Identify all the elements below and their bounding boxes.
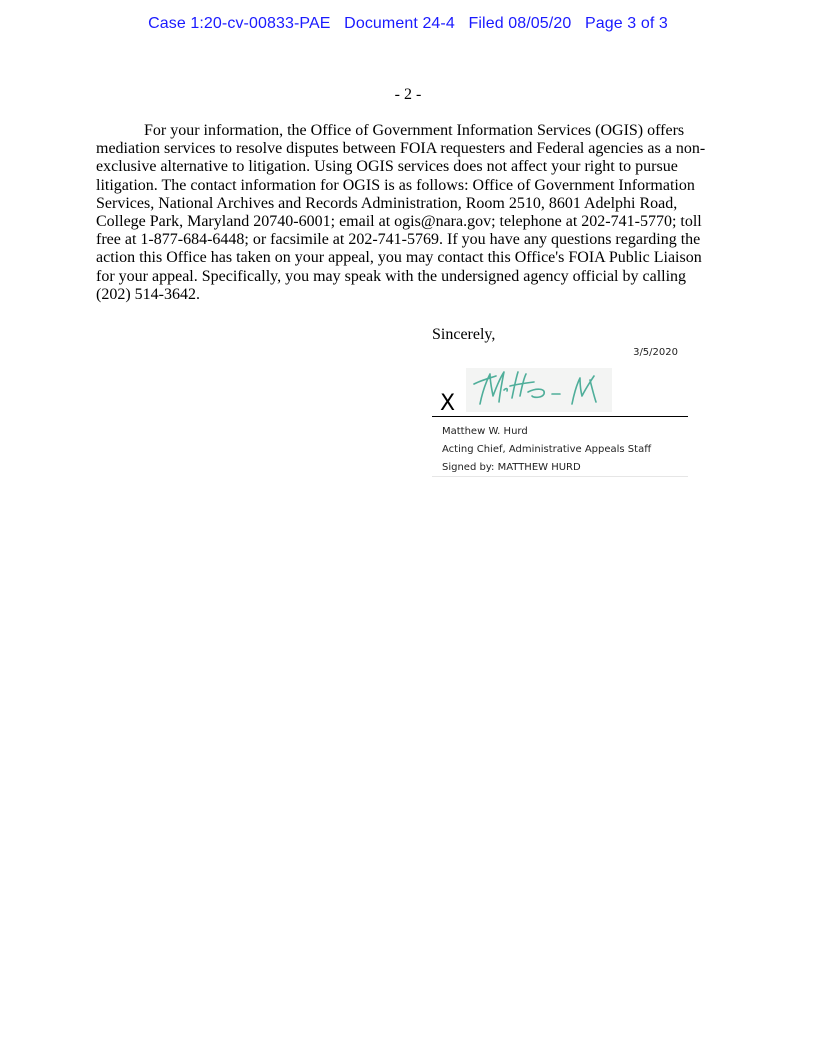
signed-by: Signed by: MATTHEW HURD: [442, 462, 581, 473]
digital-signature-block: [432, 346, 688, 477]
handwritten-signature: [466, 368, 612, 412]
signature-x-mark: X: [440, 391, 456, 416]
signer-details: [442, 423, 651, 477]
body-line: Services, National Archives and Records Administration, Room 2510, 8601 Adelphi Road,: [96, 194, 678, 212]
body-line: exclusive alternative to litigation. Using OGIS services does not affect your right to pursue: [96, 158, 678, 176]
body-line: litigation. The contact information for OGIS is as follows: Office of Government Information: [96, 176, 695, 194]
case-number: Case 1:20-cv-00833-PAE: [148, 15, 331, 32]
body-line: For your information, the Office of Government Information Services (OGIS) offers: [144, 122, 685, 139]
body-line: mediation services to resolve disputes between FOIA requesters and Federal agencies as a non-: [96, 140, 706, 158]
page-number: - 2 -: [394, 86, 422, 103]
document-number: Document 24-4: [344, 15, 455, 32]
body-line: action this Office has taken on your appeal, you may contact this Office's FOIA Public Liaison: [96, 249, 702, 267]
page-indicator: Page 3 of 3: [584, 15, 668, 32]
signature-date: 3/5/2020: [633, 347, 678, 358]
closing-salutation: Sincerely,: [432, 326, 496, 343]
signer-title: Acting Chief, Administrative Appeals Staff: [442, 444, 652, 455]
body-line: College Park, Maryland 20740-6001; email at ogis@nara.gov; telephone at 202-741-5770; toll: [96, 213, 702, 231]
signature-line: [432, 416, 688, 417]
signature-scribble-icon: [466, 368, 612, 412]
filed-date: Filed 08/05/20: [468, 15, 572, 32]
body-line: (202) 514-3642.: [96, 285, 200, 303]
case-header: [0, 15, 816, 33]
body-paragraph: [96, 122, 708, 304]
signer-name: Matthew W. Hurd: [442, 426, 528, 437]
body-line: for your appeal. Specifically, you may speak with the undersigned agency official by calling: [96, 267, 687, 285]
body-line: free at 1-877-684-6448; or facsimile at 202-741-5769. If you have any questions regarding the: [96, 231, 701, 249]
